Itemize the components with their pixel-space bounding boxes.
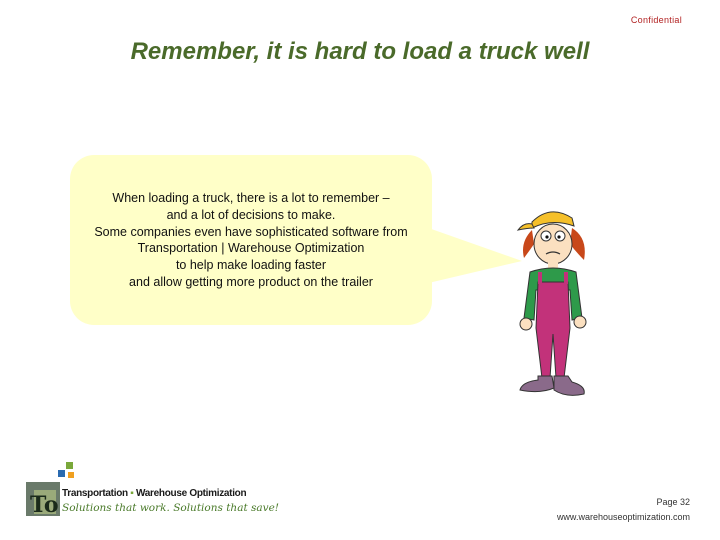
logo-company-name [62,488,246,499]
slide-footer [557,495,690,525]
logo-separator: ▪ [130,488,134,499]
bubble-line: Some companies even have sophisticated software from [94,224,408,239]
confidential-label: Confidential [630,15,682,25]
website-link[interactable]: www.warehouseoptimization.com [556,512,690,522]
logo-tagline: Solutions that work. Solutions that save! [62,502,280,514]
logo-monogram: To [30,492,59,518]
bubble-line: When loading a truck, there is a lot to remember – [112,191,390,205]
logo-name-part1: Transportation [62,488,128,499]
page-number: Page 32 [656,497,690,507]
slide-title: Remember, it is hard to load a truck well [130,38,590,65]
speech-bubble-text [70,190,432,291]
bubble-line: to help make loading faster [175,258,327,273]
bubble-line: Transportation | Warehouse Optimization [137,241,365,256]
bubble-line: and a lot of decisions to make. [166,207,336,222]
cartoon-worker-illustration [510,200,600,415]
logo-name-part2: Warehouse Optimization [136,488,247,499]
bubble-line: and allow getting more product on the trailer [129,274,373,289]
